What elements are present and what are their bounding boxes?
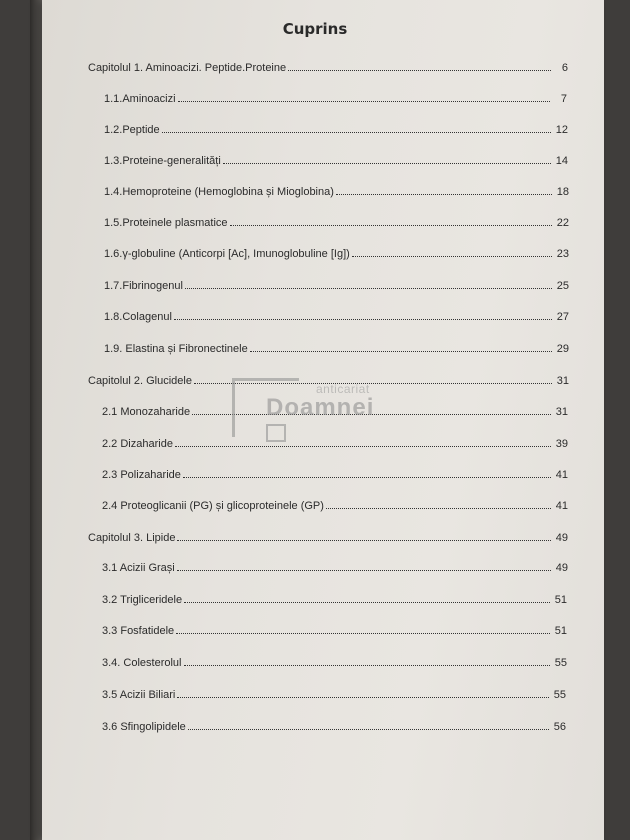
- toc-entry-label: 2.2 Dizaharide: [102, 438, 173, 450]
- toc-entry-label: 1.3.Proteine-generalități: [104, 155, 221, 167]
- toc-entry-page: 31: [555, 406, 568, 418]
- toc-leader-dots: [177, 539, 551, 541]
- toc-entry-label: 1.9. Elastina și Fibronectinele: [104, 343, 248, 355]
- toc-leader-dots: [230, 224, 552, 226]
- toc-section: [104, 89, 567, 105]
- toc-entry-label: 1.2.Peptide: [104, 124, 160, 136]
- toc-entry-label: 3.5 Acizii Biliari: [102, 689, 176, 701]
- toc-leader-dots: [177, 569, 551, 571]
- toc-chapter-3: [88, 528, 568, 544]
- toc-leader-dots: [336, 193, 552, 195]
- toc-entry-page: 49: [555, 562, 568, 574]
- toc-section: [102, 621, 567, 637]
- toc-entry-page: 25: [556, 280, 569, 292]
- toc-entry-page: 31: [556, 375, 569, 387]
- toc-entry-page: 55: [553, 689, 566, 701]
- toc-entry-label: 1.4.Hemoproteine (Hemoglobina și Mioglobina): [104, 186, 334, 198]
- toc-section: [104, 213, 569, 229]
- toc-entry-page: 12: [555, 124, 568, 136]
- toc-entry-label: 2.4 Proteoglicanii (PG) și glicoproteinele (GP): [102, 500, 324, 512]
- toc-entry-page: 51: [554, 625, 567, 637]
- toc-entry-label: 3.1 Acizii Grași: [102, 562, 175, 574]
- toc-entry-page: 41: [555, 469, 568, 481]
- page-title: Cuprins: [282, 20, 348, 38]
- toc-entry-label: 3.3 Fosfatidele: [102, 625, 175, 637]
- toc-section: [102, 590, 567, 606]
- toc-entry-label: 1.5.Proteinele plasmatice: [104, 217, 228, 229]
- toc-section: [102, 685, 566, 701]
- toc-leader-dots: [352, 255, 552, 257]
- toc-section: [104, 339, 569, 355]
- toc-section: [104, 182, 569, 198]
- toc-section: [102, 717, 566, 733]
- toc-leader-dots: [177, 696, 549, 698]
- toc-entry-label: 1.8.Colagenul: [104, 311, 172, 323]
- toc-entry-label: Capitolul 1. Aminoacizi. Peptide.Proteine: [88, 62, 287, 74]
- toc-leader-dots: [250, 350, 552, 352]
- toc-chapter-1: [88, 58, 568, 74]
- toc-leader-dots: [175, 445, 551, 447]
- toc-entry-label: 3.4. Colesterolul: [102, 657, 182, 669]
- book-stack-icon: [266, 424, 286, 442]
- toc-leader-dots: [185, 287, 552, 289]
- toc-leader-dots: [188, 728, 549, 730]
- toc-entry-page: 49: [555, 532, 568, 544]
- toc-leader-dots: [174, 318, 552, 320]
- toc-leader-dots: [326, 507, 551, 509]
- toc-section: [102, 496, 568, 512]
- toc-leader-dots: [184, 664, 551, 666]
- toc-entry-page: 6: [561, 62, 568, 74]
- toc-section: [104, 151, 568, 167]
- toc-entry-page: 39: [555, 438, 568, 450]
- toc-section: [102, 558, 568, 574]
- toc-section: [102, 653, 567, 669]
- toc-entry-page: 55: [554, 657, 567, 669]
- toc-leader-dots: [184, 601, 550, 603]
- toc-leader-dots: [178, 100, 550, 102]
- toc-section: [104, 120, 568, 136]
- toc-entry-label: 1.1.Aminoacizi: [104, 93, 176, 105]
- toc-entry-label: 3.6 Sfingolipidele: [102, 721, 186, 733]
- watermark-logo: [232, 378, 400, 442]
- toc-entry-label: 2.3 Polizaharide: [102, 469, 181, 481]
- toc-leader-dots: [183, 476, 551, 478]
- toc-section: [104, 276, 569, 292]
- toc-leader-dots: [162, 131, 551, 133]
- toc-entry-page: 18: [556, 186, 569, 198]
- toc-leader-dots: [176, 632, 550, 634]
- toc-entry-page: 27: [556, 311, 569, 323]
- toc-entry-page: 56: [553, 721, 566, 733]
- toc-entry-label: 2.1 Monozaharide: [102, 406, 191, 418]
- toc-entry-label: Capitolul 2. Glucidele: [88, 375, 192, 387]
- toc-entry-page: 23: [556, 248, 569, 260]
- watermark-big-text: Doamnei: [266, 394, 375, 421]
- toc-entry-page: 7: [560, 93, 567, 105]
- toc-entry-page: 14: [555, 155, 568, 167]
- toc-entry-label: 1.7.Fibrinogenul: [104, 280, 183, 292]
- toc-section: [104, 244, 569, 260]
- toc-entry-label: 1.6.γ-globuline (Anticorpi [Ac], Imunoglobuline [Ig]): [104, 248, 350, 260]
- toc-entry-label: Capitolul 3. Lipide: [88, 532, 176, 544]
- toc-leader-dots: [223, 162, 551, 164]
- toc-entry-page: 51: [554, 594, 567, 606]
- toc-section: [104, 307, 569, 323]
- toc-section: [102, 465, 568, 481]
- watermark-small-text: anticariat: [316, 382, 370, 396]
- toc-entry-label: 3.2 Trigliceridele: [102, 594, 183, 606]
- toc-entry-page: 29: [556, 343, 569, 355]
- toc-entry-page: 22: [556, 217, 569, 229]
- toc-leader-dots: [288, 69, 551, 71]
- toc-entry-page: 41: [555, 500, 568, 512]
